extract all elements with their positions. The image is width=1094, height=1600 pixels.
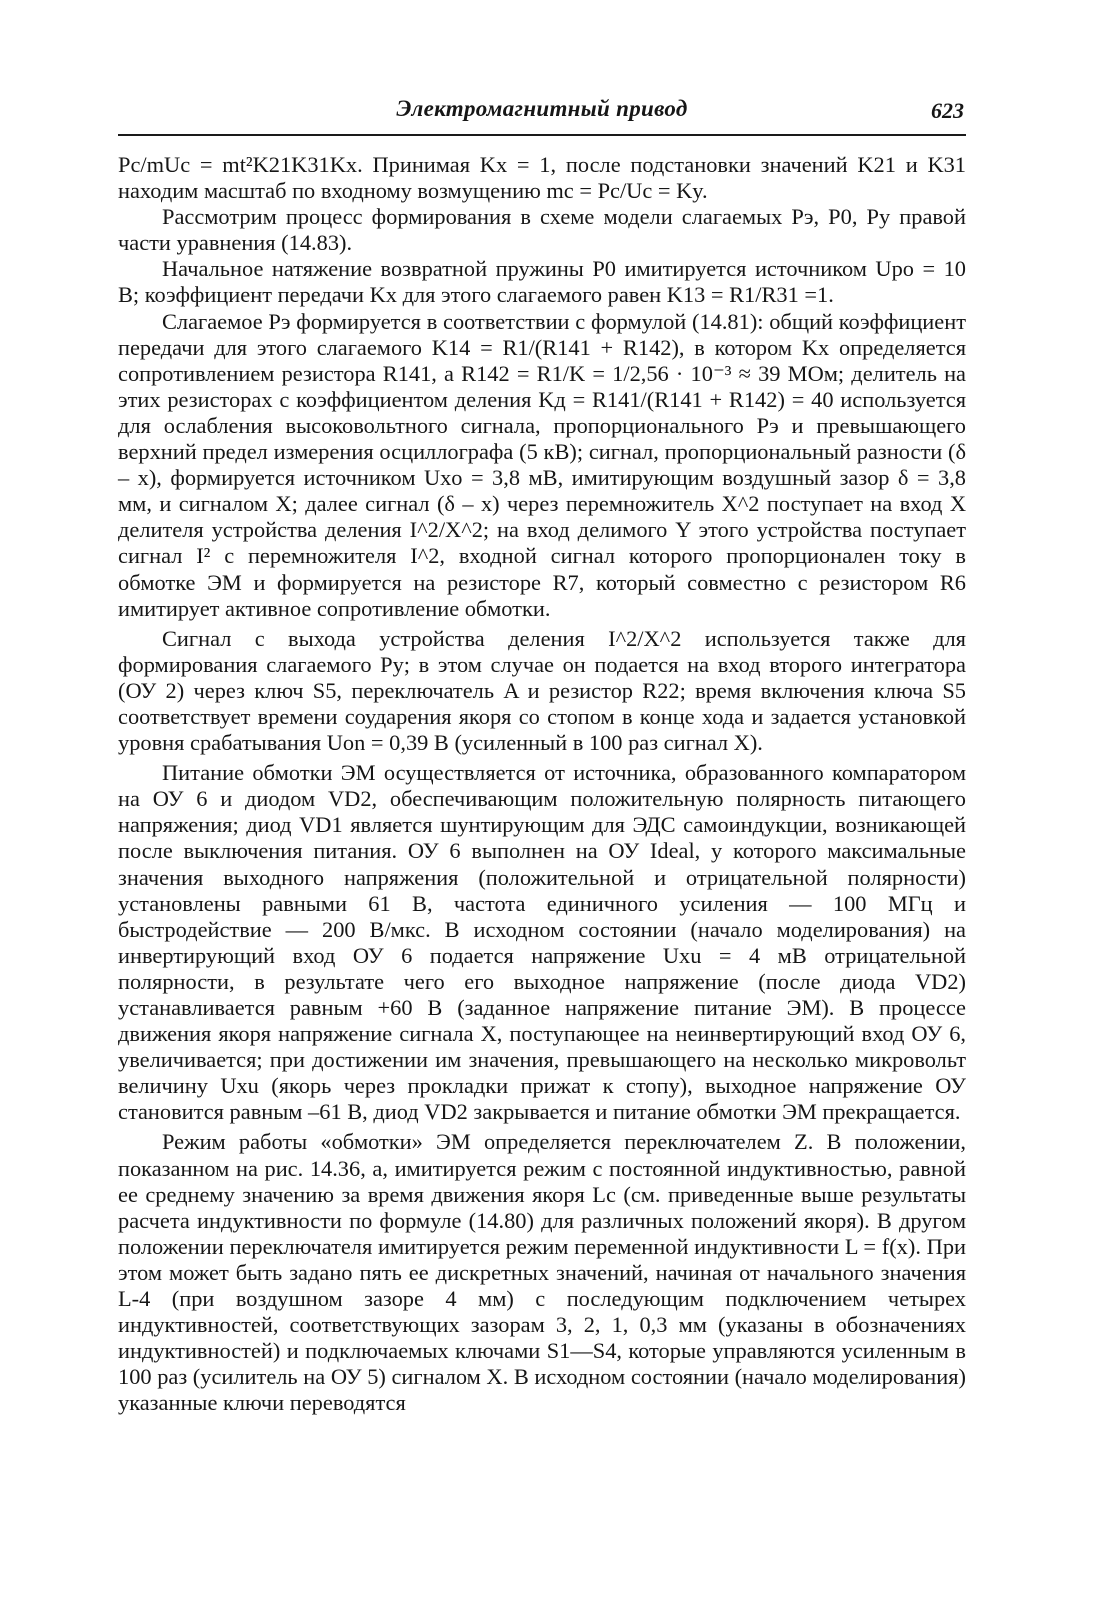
page-number: 623: [931, 98, 964, 123]
paragraph-3: Начальное натяжение возвратной пружины P0 имитируется источником Upo = 10 В; коэффициент передачи Kx для этого слагаемого равен K13 = R1/R31 =1.: [118, 256, 966, 308]
body-text: [118, 152, 966, 1417]
paragraph-7: Режим работы «обмотки» ЭМ определяется переключателем Z. В положении, показанном на рис. 14.36, а, имитируется режим с постоянной индуктивностью, равной ее среднему значению за время движения якоря Lc (см. приведенные выше результаты расчета индуктивности по формуле (14.80) для различных положений якоря). В другом положении переключателя имитируется режим переменной индуктивности L = f(x). При этом может быть задано пять ее дискретных значений, начиная от начального значения L-4 (при воздушном зазоре 4 мм) с последующим подключением четырех индуктивностей, соответствующих зазорам 3, 2, 1, 0,3 мм (указаны в обозначениях индуктивностей) и подключаемых ключами S1—S4, которые управляются усиленным в 100 раз (усилитель на ОУ 5) сигналом X. В исходном состоянии (начало моделирования) указанные ключи переводятся: [118, 1129, 966, 1416]
paragraph-5: Сигнал с выхода устройства деления I^2/X^2 используется также для формирования слагаемого Py; в этом случае он подается на вход второго интегратора (ОУ 2) через ключ S5, переключатель A и резистор R22; время включения ключа S5 соответствует времени соударения якоря со стопом в конце хода и задается установкой уровня срабатывания Uon = 0,39 В (усиленный в 100 раз сигнал X).: [118, 625, 966, 756]
book-page: [118, 0, 966, 1600]
paragraph-1: Pc/mUc = mt²K21K31Kx. Принимая Kx = 1, после подстановки значений K21 и K31 находим масштаб по входному возмущению mc = Pc/Uc = Ky.: [118, 152, 966, 204]
header-rule: [118, 134, 966, 136]
paragraph-6: Питание обмотки ЭМ осуществляется от источника, образованного компаратором на ОУ 6 и диодом VD2, обеспечивающим положительную полярность питающего напряжения; диод VD1 является шунтирующим для ЭДС самоиндукции, возникающей после выключения питания. ОУ 6 выполнен на ОУ Ideal, у которого максимальные значения выходного напряжения (положительной и отрицательной полярности) установлены равными 61 В, частота единичного усиления — 100 МГц и быстродействие — 200 В/мкс. В исходном состоянии (начало моделирования) на инвертирующий вход ОУ 6 подается напряжение Uxu = 4 мВ отрицательной полярности, в результате чего его выходное напряжение (после диода VD2) устанавливается равным +60 В (заданное напряжение питание ЭМ). В процессе движения якоря напряжение сигнала X, поступающее на неинвертирующий вход ОУ 6, увеличивается; при достижении им значения, превышающего на несколько микровольт величину Uxu (якорь через прокладки прижат к стопу), выходное напряжение ОУ становится равным –61 В, диод VD2 закрывается и питание обмотки ЭМ прекращается.: [118, 760, 966, 1125]
running-head: [118, 96, 966, 130]
paragraph-4: Слагаемое Pэ формируется в соответствии с формулой (14.81): общий коэффициент передачи для этого слагаемого K14 = R1/(R141 + R142), в котором Kx определяется сопротивлением резистора R141, а R142 = R1/K = 1/2,56 · 10⁻³ ≈ 39 МОм; делитель на этих резисторах с коэффициентом деления Kд = R141/(R141 + R142) = 40 используется для ослабления высоковольтного сигнала, пропорционального Pэ и превышающего верхний предел измерения осциллографа (5 кВ); сигнал, пропорциональный разности (δ – x), формируется источником Uxo = 3,8 мВ, имитирующим воздушный зазор δ = 3,8 мм, и сигналом X; далее сигнал (δ – x) через перемножитель X^2 поступает на вход X делителя устройства деления I^2/X^2; на вход делимого Y этого устройства поступает сигнал I² с перемножителя I^2, входной сигнал которого пропорционален току в обмотке ЭМ и формируется на резисторе R7, который совместно с резистором R6 имитирует активное сопротивление обмотки.: [118, 308, 966, 621]
running-title: Электромагнитный привод: [396, 96, 688, 121]
paragraph-2: Рассмотрим процесс формирования в схеме модели слагаемых Pэ, P0, Py правой части уравнения (14.83).: [118, 204, 966, 256]
